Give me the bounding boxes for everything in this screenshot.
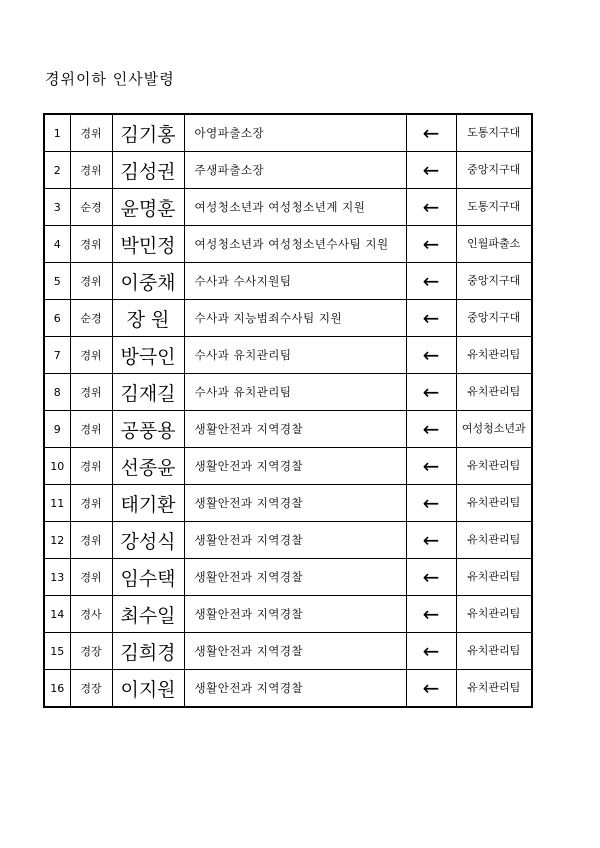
person-name: 공풍용 — [112, 411, 184, 448]
person-name: 김재길 — [112, 374, 184, 411]
row-number: 13 — [44, 559, 70, 596]
rank-cell: 경위 — [70, 485, 112, 522]
table-row — [44, 596, 532, 633]
transfer-arrow-icon: ← — [406, 633, 456, 670]
new-assignment: 수사과 지능범죄수사팀 지원 — [184, 300, 406, 337]
previous-assignment: 유치관리팀 — [456, 522, 532, 559]
person-name: 윤명훈 — [112, 189, 184, 226]
transfer-arrow-icon: ← — [406, 114, 456, 152]
person-name: 태기환 — [112, 485, 184, 522]
previous-assignment: 인월파출소 — [456, 226, 532, 263]
row-number: 10 — [44, 448, 70, 485]
row-number: 1 — [44, 114, 70, 152]
transfer-arrow-icon: ← — [406, 337, 456, 374]
table-row — [44, 226, 532, 263]
rank-cell: 경위 — [70, 263, 112, 300]
previous-assignment: 여성청소년과 — [456, 411, 532, 448]
table-row — [44, 300, 532, 337]
previous-assignment: 유치관리팀 — [456, 448, 532, 485]
transfer-arrow-icon: ← — [406, 152, 456, 189]
row-number: 6 — [44, 300, 70, 337]
rank-cell: 경위 — [70, 337, 112, 374]
transfer-arrow-icon: ← — [406, 485, 456, 522]
person-name: 최수일 — [112, 596, 184, 633]
previous-assignment: 유치관리팀 — [456, 337, 532, 374]
rank-cell: 경위 — [70, 522, 112, 559]
row-number: 14 — [44, 596, 70, 633]
previous-assignment: 유치관리팀 — [456, 485, 532, 522]
person-name: 강성식 — [112, 522, 184, 559]
row-number: 15 — [44, 633, 70, 670]
previous-assignment: 도통지구대 — [456, 189, 532, 226]
transfer-arrow-icon: ← — [406, 670, 456, 708]
table-row — [44, 448, 532, 485]
table-row — [44, 633, 532, 670]
new-assignment: 생활안전과 지역경찰 — [184, 596, 406, 633]
previous-assignment: 도통지구대 — [456, 114, 532, 152]
person-name: 선종윤 — [112, 448, 184, 485]
transfer-arrow-icon: ← — [406, 522, 456, 559]
personnel-table — [43, 113, 533, 708]
table-row — [44, 522, 532, 559]
table-row — [44, 411, 532, 448]
person-name: 김기홍 — [112, 114, 184, 152]
transfer-arrow-icon: ← — [406, 448, 456, 485]
previous-assignment: 중앙지구대 — [456, 263, 532, 300]
rank-cell: 경위 — [70, 448, 112, 485]
new-assignment: 생활안전과 지역경찰 — [184, 633, 406, 670]
row-number: 5 — [44, 263, 70, 300]
transfer-arrow-icon: ← — [406, 411, 456, 448]
row-number: 8 — [44, 374, 70, 411]
previous-assignment: 중앙지구대 — [456, 152, 532, 189]
person-name: 김희경 — [112, 633, 184, 670]
previous-assignment: 유치관리팀 — [456, 374, 532, 411]
rank-cell: 경장 — [70, 670, 112, 708]
previous-assignment: 유치관리팀 — [456, 633, 532, 670]
new-assignment: 주생파출소장 — [184, 152, 406, 189]
person-name: 임수택 — [112, 559, 184, 596]
row-number: 7 — [44, 337, 70, 374]
row-number: 3 — [44, 189, 70, 226]
transfer-arrow-icon: ← — [406, 189, 456, 226]
person-name: 이중채 — [112, 263, 184, 300]
person-name: 박민정 — [112, 226, 184, 263]
transfer-arrow-icon: ← — [406, 596, 456, 633]
new-assignment: 수사과 수사지원팀 — [184, 263, 406, 300]
row-number: 4 — [44, 226, 70, 263]
previous-assignment: 유치관리팀 — [456, 670, 532, 708]
table-row — [44, 559, 532, 596]
new-assignment: 아영파출소장 — [184, 114, 406, 152]
transfer-arrow-icon: ← — [406, 263, 456, 300]
person-name: 방극인 — [112, 337, 184, 374]
row-number: 12 — [44, 522, 70, 559]
transfer-arrow-icon: ← — [406, 559, 456, 596]
transfer-arrow-icon: ← — [406, 300, 456, 337]
row-number: 11 — [44, 485, 70, 522]
previous-assignment: 유치관리팀 — [456, 596, 532, 633]
transfer-arrow-icon: ← — [406, 226, 456, 263]
personnel-table-body — [44, 114, 532, 707]
table-row — [44, 670, 532, 708]
transfer-arrow-icon: ← — [406, 374, 456, 411]
rank-cell: 경위 — [70, 152, 112, 189]
new-assignment: 여성청소년과 여성청소년수사팀 지원 — [184, 226, 406, 263]
table-row — [44, 114, 532, 152]
rank-cell: 경위 — [70, 559, 112, 596]
row-number: 16 — [44, 670, 70, 708]
rank-cell: 순경 — [70, 300, 112, 337]
rank-cell: 경장 — [70, 633, 112, 670]
previous-assignment: 중앙지구대 — [456, 300, 532, 337]
rank-cell: 순경 — [70, 189, 112, 226]
document-title: 경위이하 인사발령 — [45, 70, 175, 88]
person-name: 이지원 — [112, 670, 184, 708]
table-row — [44, 374, 532, 411]
row-number: 9 — [44, 411, 70, 448]
rank-cell: 경위 — [70, 226, 112, 263]
new-assignment: 생활안전과 지역경찰 — [184, 559, 406, 596]
new-assignment: 수사과 유치관리팀 — [184, 374, 406, 411]
rank-cell: 경사 — [70, 596, 112, 633]
new-assignment: 생활안전과 지역경찰 — [184, 411, 406, 448]
table-row — [44, 337, 532, 374]
new-assignment: 생활안전과 지역경찰 — [184, 670, 406, 708]
person-name: 김성권 — [112, 152, 184, 189]
person-name: 장 원 — [112, 300, 184, 337]
rank-cell: 경위 — [70, 374, 112, 411]
table-row — [44, 263, 532, 300]
new-assignment: 생활안전과 지역경찰 — [184, 448, 406, 485]
new-assignment: 생활안전과 지역경찰 — [184, 485, 406, 522]
table-row — [44, 152, 532, 189]
row-number: 2 — [44, 152, 70, 189]
new-assignment: 여성청소년과 여성청소년계 지원 — [184, 189, 406, 226]
table-row — [44, 189, 532, 226]
rank-cell: 경위 — [70, 114, 112, 152]
new-assignment: 생활안전과 지역경찰 — [184, 522, 406, 559]
rank-cell: 경위 — [70, 411, 112, 448]
new-assignment: 수사과 유치관리팀 — [184, 337, 406, 374]
table-row — [44, 485, 532, 522]
previous-assignment: 유치관리팀 — [456, 559, 532, 596]
